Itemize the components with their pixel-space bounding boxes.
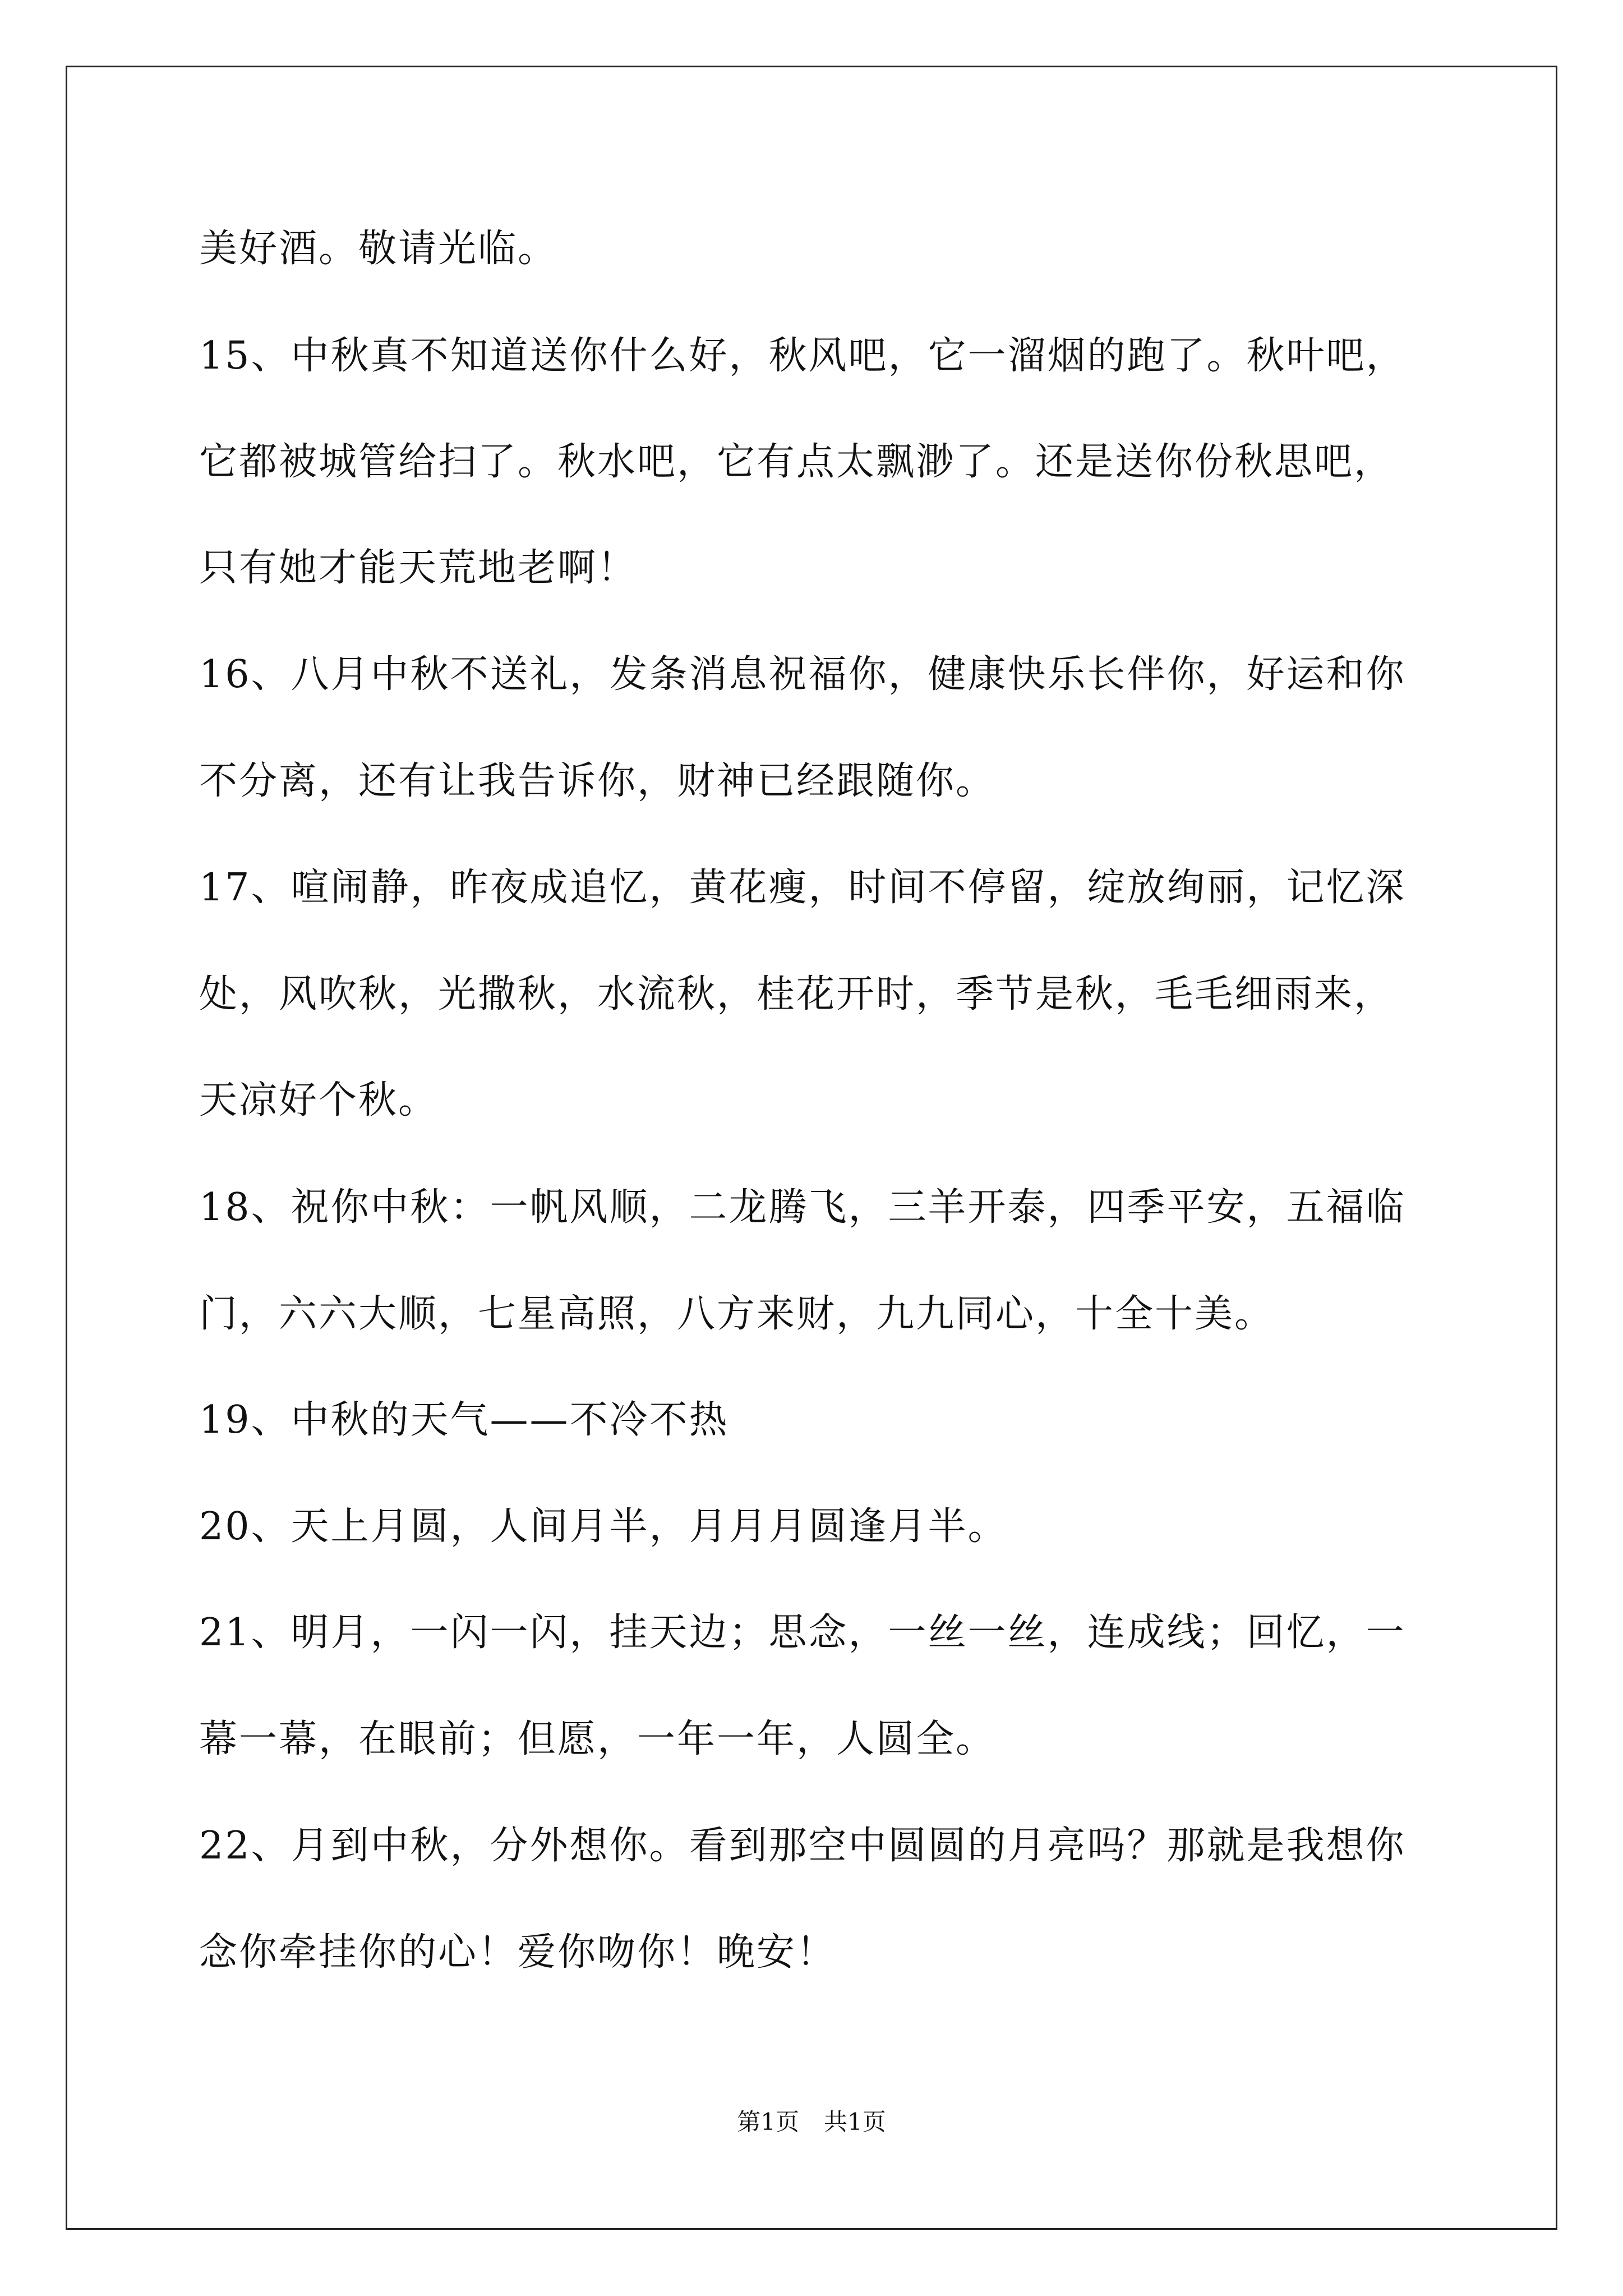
text-line: 15、中秋真不知道送你什么好，秋风吧，它一溜烟的跑了。秋叶吧， — [199, 334, 1406, 378]
text-line: 20、天上月圆，人间月半，月月月圆逢月半。 — [199, 1504, 1008, 1549]
text-line: 19、中秋的天气——不冷不热 — [199, 1398, 729, 1442]
text-line: 美好酒。敬请光临。 — [199, 227, 558, 271]
text-line: 念你牵挂你的心！爱你吻你！晚安！ — [199, 1930, 837, 1975]
text-line: 17、喧闹静，昨夜成追忆，黄花瘦，时间不停留，绽放绚丽，记忆深 — [199, 866, 1406, 910]
text-line: 幕一幕，在眼前；但愿，一年一年，人圆全。 — [199, 1717, 996, 1761]
page-count: 共1页 — [824, 2108, 886, 2136]
page-border — [66, 66, 1557, 2230]
text-line: 18、祝你中秋：一帆风顺，二龙腾飞，三羊开泰，四季平安，五福临 — [199, 1185, 1406, 1230]
text-line: 处，风吹秋，光撒秋，水流秋，桂花开时，季节是秋，毛毛细雨来， — [199, 972, 1394, 1016]
text-line: 不分离，还有让我告诉你，财神已经跟随你。 — [199, 759, 996, 803]
text-line: 16、八月中秋不送礼，发条消息祝福你，健康快乐长伴你，好运和你 — [199, 652, 1406, 697]
text-line: 22、月到中秋，分外想你。看到那空中圆圆的月亮吗？那就是我想你 — [199, 1824, 1406, 1868]
text-line: 天凉好个秋。 — [199, 1078, 439, 1122]
text-line: 21、明月，一闪一闪，挂天边；思念，一丝一丝，连成线；回忆，一 — [199, 1611, 1406, 1655]
page-footer — [0, 2108, 1623, 2136]
text-line: 它都被城管给扫了。秋水吧，它有点太飘渺了。还是送你份秋思吧， — [199, 440, 1394, 484]
text-line: 门，六六大顺，七星高照，八方来财，九九同心，十全十美。 — [199, 1292, 1275, 1336]
text-line: 只有她才能天荒地老啊！ — [199, 546, 638, 590]
page-number: 第1页 — [737, 2108, 799, 2136]
